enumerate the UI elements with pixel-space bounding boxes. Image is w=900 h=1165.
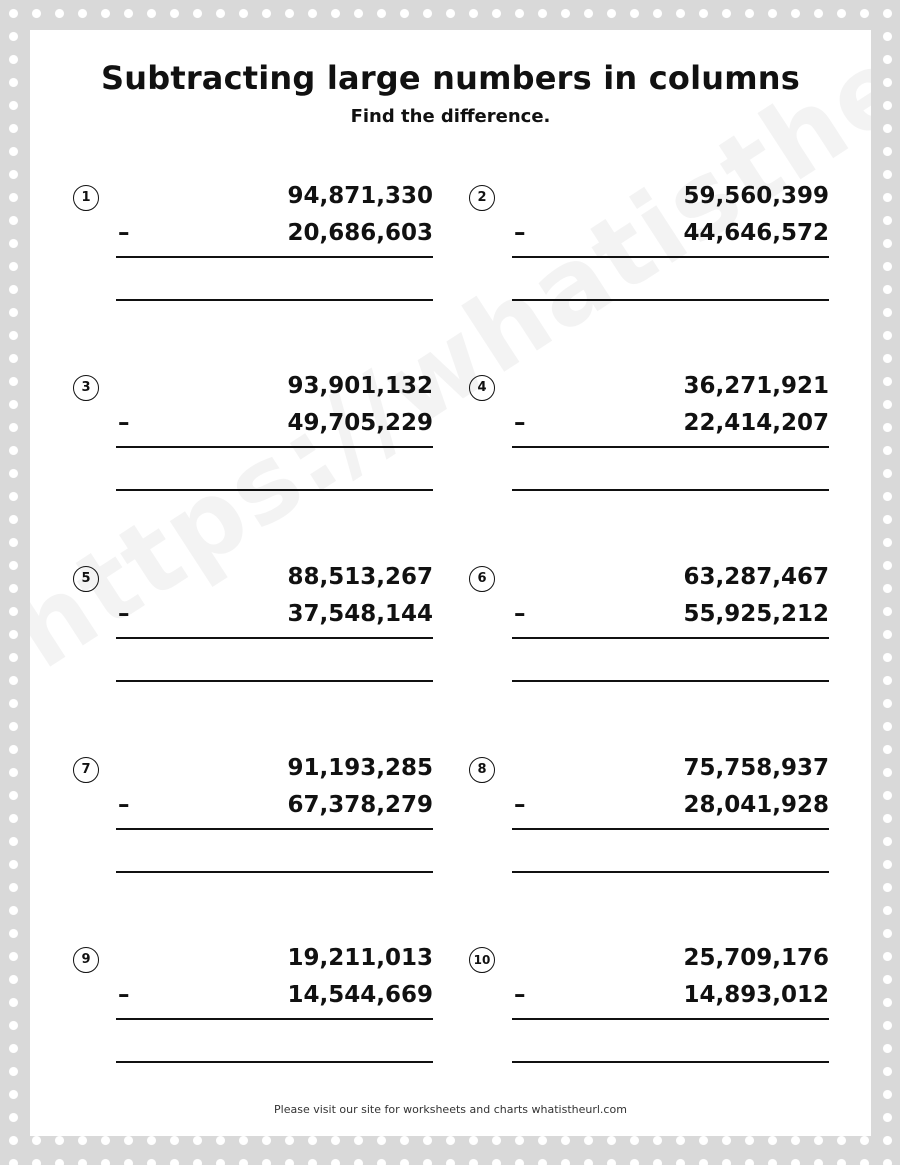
problem-2 bbox=[469, 183, 829, 323]
problem-number: 2 bbox=[469, 185, 495, 211]
problem-5 bbox=[73, 564, 433, 704]
problem-4 bbox=[469, 373, 829, 513]
subtrahend: 28,041,928 bbox=[683, 792, 829, 818]
operation-line bbox=[116, 828, 433, 830]
minus-sign: – bbox=[514, 601, 526, 627]
subtrahend: 37,548,144 bbox=[287, 601, 433, 627]
footer-note: Please visit our site for worksheets and charts whatistheurl.com bbox=[274, 1103, 627, 1116]
operation-line bbox=[512, 446, 829, 448]
minus-sign: – bbox=[118, 220, 130, 246]
operation-line bbox=[512, 828, 829, 830]
instructions: Find the difference. bbox=[350, 106, 551, 127]
answer-line[interactable] bbox=[512, 871, 829, 873]
operation-line bbox=[116, 256, 433, 258]
minuend: 93,901,132 bbox=[287, 373, 433, 399]
subtrahend: 49,705,229 bbox=[287, 410, 433, 436]
minus-sign: – bbox=[514, 220, 526, 246]
problem-1 bbox=[73, 183, 433, 323]
minus-sign: – bbox=[514, 982, 526, 1008]
answer-line[interactable] bbox=[512, 1061, 829, 1063]
problem-6 bbox=[469, 564, 829, 704]
operation-line bbox=[512, 1018, 829, 1020]
problem-number: 8 bbox=[469, 757, 495, 783]
minuend: 94,871,330 bbox=[287, 183, 433, 209]
answer-line[interactable] bbox=[116, 489, 433, 491]
answer-line[interactable] bbox=[116, 1061, 433, 1063]
operation-line bbox=[116, 446, 433, 448]
subtrahend: 14,893,012 bbox=[683, 982, 829, 1008]
problem-number: 1 bbox=[73, 185, 99, 211]
subtrahend: 14,544,669 bbox=[287, 982, 433, 1008]
worksheet-page bbox=[30, 30, 871, 1136]
problem-7 bbox=[73, 755, 433, 895]
subtrahend: 44,646,572 bbox=[683, 220, 829, 246]
problem-8 bbox=[469, 755, 829, 895]
minuend: 19,211,013 bbox=[287, 945, 433, 971]
problem-number: 5 bbox=[73, 566, 99, 592]
minuend: 63,287,467 bbox=[683, 564, 829, 590]
answer-line[interactable] bbox=[116, 680, 433, 682]
problem-number: 3 bbox=[73, 375, 99, 401]
problem-number: 10 bbox=[469, 947, 495, 973]
subtrahend: 20,686,603 bbox=[287, 220, 433, 246]
problem-number: 6 bbox=[469, 566, 495, 592]
operation-line bbox=[116, 637, 433, 639]
minus-sign: – bbox=[118, 410, 130, 436]
subtrahend: 22,414,207 bbox=[683, 410, 829, 436]
minuend: 88,513,267 bbox=[287, 564, 433, 590]
subtrahend: 55,925,212 bbox=[683, 601, 829, 627]
answer-line[interactable] bbox=[512, 680, 829, 682]
subtrahend: 67,378,279 bbox=[287, 792, 433, 818]
operation-line bbox=[512, 256, 829, 258]
problem-number: 7 bbox=[73, 757, 99, 783]
problem-10 bbox=[469, 945, 829, 1085]
minus-sign: – bbox=[118, 601, 130, 627]
operation-line bbox=[512, 637, 829, 639]
minus-sign: – bbox=[514, 410, 526, 436]
minus-sign: – bbox=[514, 792, 526, 818]
minuend: 91,193,285 bbox=[287, 755, 433, 781]
minus-sign: – bbox=[118, 982, 130, 1008]
minuend: 75,758,937 bbox=[683, 755, 829, 781]
problem-9 bbox=[73, 945, 433, 1085]
problem-number: 9 bbox=[73, 947, 99, 973]
answer-line[interactable] bbox=[512, 299, 829, 301]
minuend: 36,271,921 bbox=[683, 373, 829, 399]
answer-line[interactable] bbox=[116, 299, 433, 301]
minuend: 25,709,176 bbox=[683, 945, 829, 971]
page-title: Subtracting large numbers in columns bbox=[100, 59, 800, 97]
minuend: 59,560,399 bbox=[683, 183, 829, 209]
problem-number: 4 bbox=[469, 375, 495, 401]
minus-sign: – bbox=[118, 792, 130, 818]
answer-line[interactable] bbox=[116, 871, 433, 873]
problem-3 bbox=[73, 373, 433, 513]
answer-line[interactable] bbox=[512, 489, 829, 491]
operation-line bbox=[116, 1018, 433, 1020]
